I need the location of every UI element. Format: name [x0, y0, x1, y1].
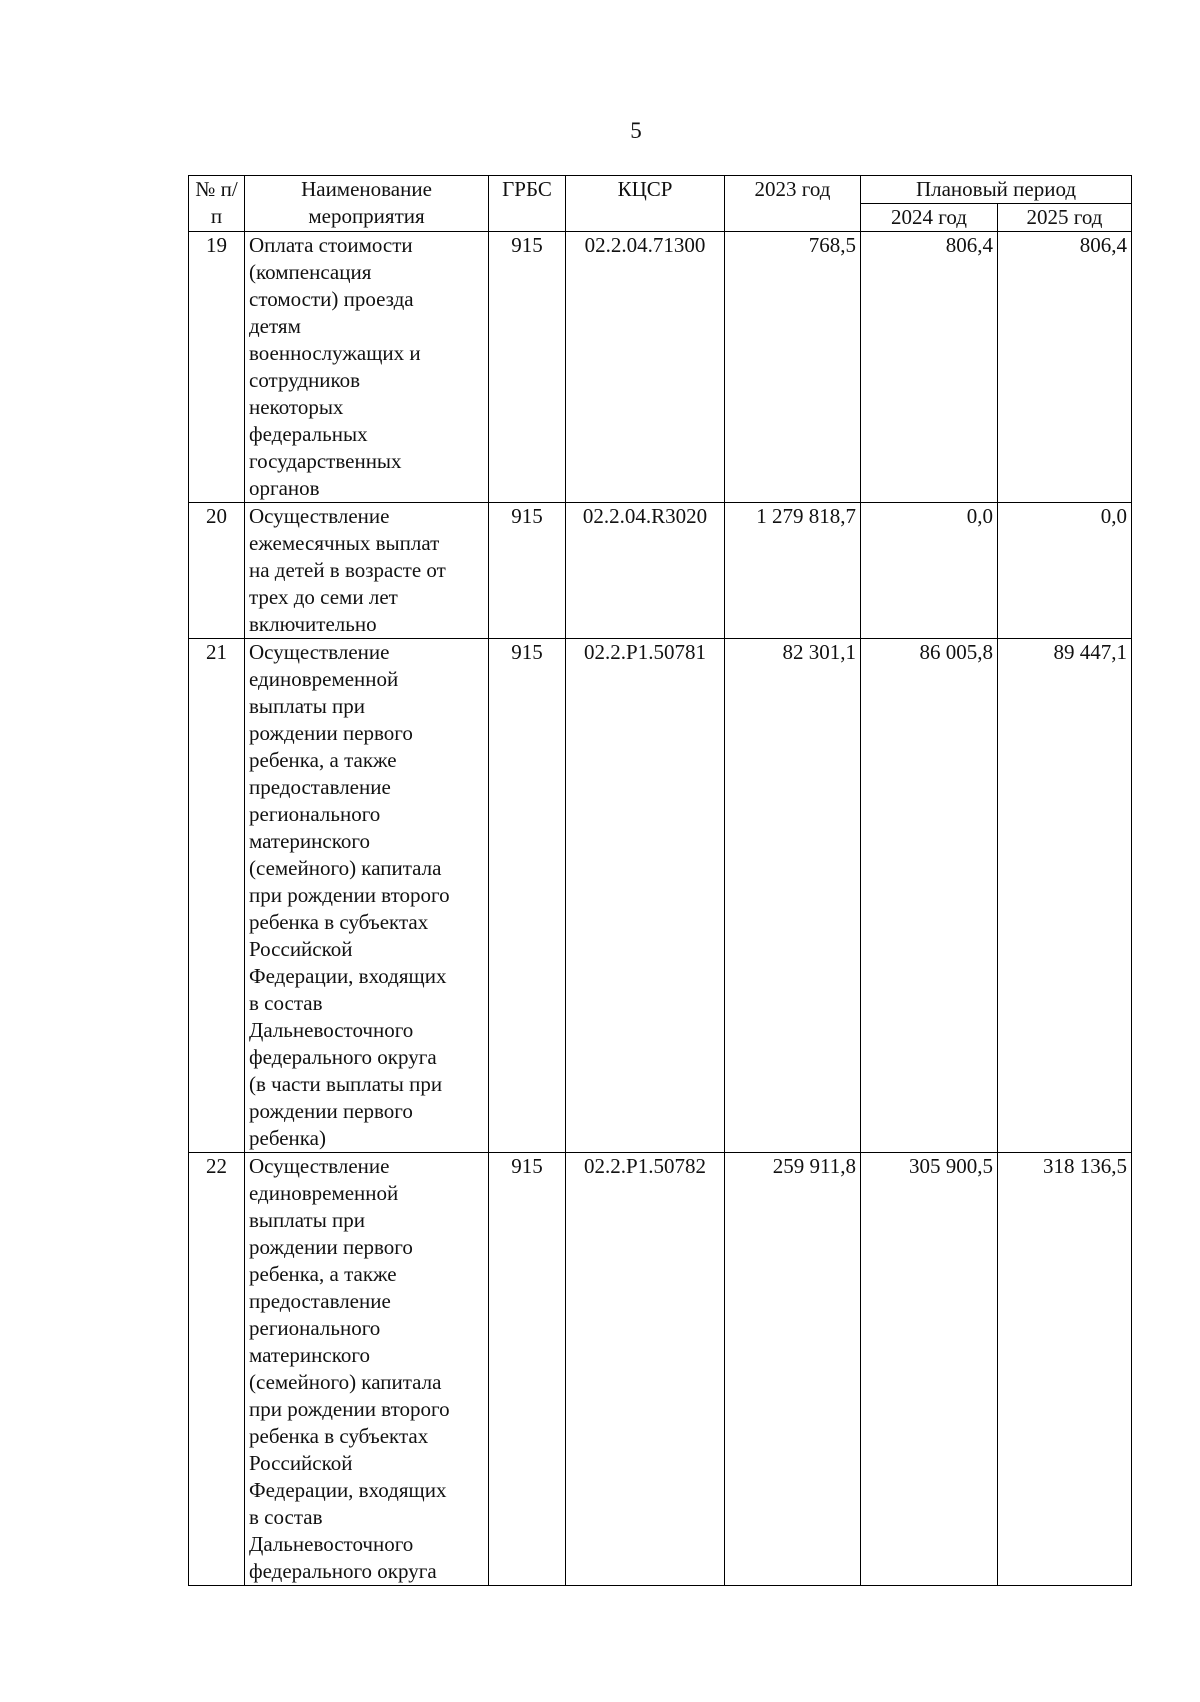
- activity-name-line: Осуществление: [249, 504, 390, 528]
- activity-name-line: единовременной: [249, 1181, 399, 1205]
- header-row-1: [189, 176, 1132, 204]
- grbs-cell: 915: [489, 639, 566, 1153]
- kcsr-cell: 02.2.P1.50781: [566, 639, 725, 1153]
- activity-name-line: регионального: [249, 802, 381, 826]
- activity-name-line: (семейного) капитала: [249, 1370, 442, 1394]
- grbs-cell: 915: [489, 232, 566, 503]
- activity-name-line: регионального: [249, 1316, 381, 1340]
- header-grbs: ГРБС: [489, 176, 566, 232]
- activity-name-line: ежемесячных выплат: [249, 531, 440, 555]
- row-number-cell: 20: [189, 503, 245, 639]
- activity-name-line: сотрудников: [249, 368, 361, 392]
- activity-name-line: детям: [249, 314, 301, 338]
- row-number-cell: 21: [189, 639, 245, 1153]
- activity-name-line: рождении первого: [249, 1099, 413, 1123]
- table-row: [189, 639, 1132, 1153]
- header-2025: 2025 год: [998, 204, 1132, 232]
- amount-2024-cell: 0,0: [861, 503, 998, 639]
- activity-name-line: при рождении второго: [249, 883, 450, 907]
- activity-name-line: ребенка в субъектах: [249, 1424, 429, 1448]
- activity-name-line: государственных: [249, 449, 402, 473]
- activity-name-line: федеральных: [249, 422, 368, 446]
- activity-name-line: Российской: [249, 1451, 353, 1475]
- activity-name-line: выплаты при: [249, 1208, 366, 1232]
- activity-name-line: военнослужащих и: [249, 341, 421, 365]
- table-row: [189, 232, 1132, 503]
- activity-name-cell: [245, 503, 489, 639]
- activity-name-line: Дальневосточного: [249, 1532, 414, 1556]
- activity-name-line: рождении первого: [249, 1235, 413, 1259]
- header-num: № п/п: [189, 176, 245, 232]
- activity-name-line: на детей в возрасте от: [249, 558, 446, 582]
- activity-name-line: включительно: [249, 612, 377, 636]
- amount-2023-cell: 1 279 818,7: [725, 503, 861, 639]
- amount-2023-cell: 82 301,1: [725, 639, 861, 1153]
- activity-name-line: рождении первого: [249, 721, 413, 745]
- activity-name-line: Федерации, входящих: [249, 964, 447, 988]
- kcsr-cell: 02.2.04.71300: [566, 232, 725, 503]
- activity-name-line: стомости) проезда: [249, 287, 414, 311]
- activity-name-cell: [245, 232, 489, 503]
- activity-name-line: материнского: [249, 1343, 370, 1367]
- activity-name-line: Оплата стоимости: [249, 233, 413, 257]
- budget-table: [188, 175, 1132, 1586]
- activity-name-line: в состав: [249, 991, 323, 1015]
- grbs-cell: 915: [489, 1153, 566, 1586]
- header-kcsr: КЦСР: [566, 176, 725, 232]
- amount-2024-cell: 806,4: [861, 232, 998, 503]
- amount-2023-cell: 768,5: [725, 232, 861, 503]
- activity-name-line: ребенка в субъектах: [249, 910, 429, 934]
- activity-name-line: предоставление: [249, 1289, 391, 1313]
- page-number: 5: [630, 118, 642, 143]
- table-body: [189, 232, 1132, 1586]
- activity-name-line: федерального округа: [249, 1559, 437, 1583]
- activity-name-line: некоторых: [249, 395, 344, 419]
- activity-name-line: трех до семи лет: [249, 585, 398, 609]
- activity-name-line: Осуществление: [249, 1154, 390, 1178]
- amount-2025-cell: 318 136,5: [998, 1153, 1132, 1586]
- activity-name-line: Федерации, входящих: [249, 1478, 447, 1502]
- row-number-cell: 22: [189, 1153, 245, 1586]
- table-row: [189, 503, 1132, 639]
- amount-2025-cell: 806,4: [998, 232, 1132, 503]
- activity-name-line: при рождении второго: [249, 1397, 450, 1421]
- header-name: Наименование мероприятия: [245, 176, 489, 232]
- activity-name-line: в состав: [249, 1505, 323, 1529]
- amount-2025-cell: 0,0: [998, 503, 1132, 639]
- activity-name-line: ребенка): [249, 1126, 326, 1150]
- activity-name-line: материнского: [249, 829, 370, 853]
- kcsr-cell: 02.2.04.R3020: [566, 503, 725, 639]
- header-2023: 2023 год: [725, 176, 861, 232]
- activity-name-line: Осуществление: [249, 640, 390, 664]
- activity-name-line: единовременной: [249, 667, 399, 691]
- grbs-cell: 915: [489, 503, 566, 639]
- activity-name-line: Дальневосточного: [249, 1018, 414, 1042]
- activity-name-line: (в части выплаты при: [249, 1072, 443, 1096]
- amount-2025-cell: 89 447,1: [998, 639, 1132, 1153]
- amount-2024-cell: 86 005,8: [861, 639, 998, 1153]
- amount-2024-cell: 305 900,5: [861, 1153, 998, 1586]
- activity-name-cell: [245, 1153, 489, 1586]
- activity-name-line: (семейного) капитала: [249, 856, 442, 880]
- activity-name-line: Российской: [249, 937, 353, 961]
- table-row: [189, 1153, 1132, 1586]
- header-2024: 2024 год: [861, 204, 998, 232]
- row-number-cell: 19: [189, 232, 245, 503]
- header-plan-period: Плановый период: [861, 176, 1132, 204]
- activity-name-cell: [245, 639, 489, 1153]
- activity-name-line: федерального округа: [249, 1045, 437, 1069]
- activity-name-line: ребенка, а также: [249, 1262, 397, 1286]
- activity-name-line: ребенка, а также: [249, 748, 397, 772]
- amount-2023-cell: 259 911,8: [725, 1153, 861, 1586]
- activity-name-line: выплаты при: [249, 694, 366, 718]
- activity-name-line: органов: [249, 476, 320, 500]
- activity-name-line: (компенсация: [249, 260, 372, 284]
- activity-name-line: предоставление: [249, 775, 391, 799]
- kcsr-cell: 02.2.P1.50782: [566, 1153, 725, 1586]
